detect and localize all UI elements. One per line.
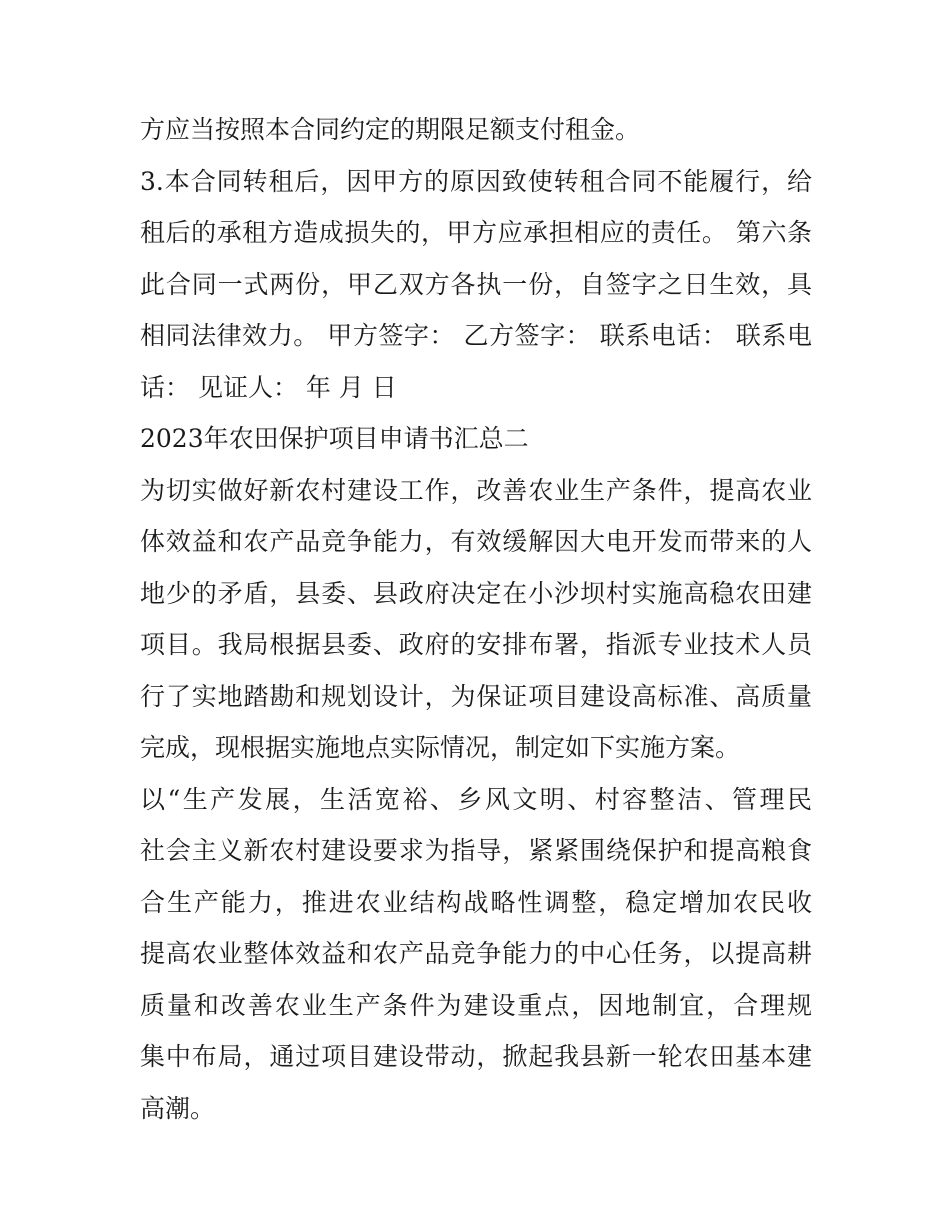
text-line: 体效益和农产品竞争能力，有效缓解因大电开发而带来的人 xyxy=(140,527,812,556)
document-body xyxy=(140,104,812,1134)
text-line: 相同法律效力。 甲方签字： 乙方签字： 联系电话： 联系电 xyxy=(140,321,812,350)
section-heading: 2023年农田保护项目申请书汇总二 xyxy=(140,424,529,453)
text-line: 合生产能力，推进农业结构战略性调整，稳定增加农民收 xyxy=(140,887,812,917)
text-line: 提高农业整体效益和农产品竞争能力的中心任务，以提高耕 xyxy=(140,939,812,968)
text-line: 集中布局，通过项目建设带动，掀起我县新一轮农田基本建 xyxy=(140,1042,812,1071)
text-line: 地少的矛盾，县委、县政府决定在小沙坝村实施高稳农田建 xyxy=(140,578,812,608)
text-line: 项目。我局根据县委、政府的安排布署，指派专业技术人员 xyxy=(140,630,812,659)
text-line: 以“生产发展，生活宽裕、乡风文明、村容整洁、管理民 xyxy=(140,784,812,814)
text-line: 完成，现根据实施地点实际情况，制定如下实施方案。 xyxy=(140,733,741,762)
text-line: 此合同一式两份，甲乙双方各执一份，自签字之日生效，具 xyxy=(140,269,812,299)
text-line: 行了实地踏勘和规划设计，为保证项目建设高标准、高质量 xyxy=(140,681,812,711)
text-line: 话： 见证人： 年 月 日 xyxy=(140,372,397,402)
text-line: 3.本合同转租后，因甲方的原因致使转租合同不能履行，给 xyxy=(140,166,812,196)
text-line: 为切实做好新农村建设工作，改善农业生产条件，提高农业 xyxy=(140,475,812,505)
text-line: 质量和改善农业生产条件为建设重点，因地制宜，合理规 xyxy=(140,990,812,1020)
text-line: 高潮。 xyxy=(140,1093,216,1123)
text-line: 租后的承租方造成损失的，甲方应承担相应的责任。 第六条 xyxy=(140,218,812,247)
text-line: 方应当按照本合同约定的期限足额支付租金。 xyxy=(140,115,641,144)
text-line: 社会主义新农村建设要求为指导，紧紧围绕保护和提高粮食 xyxy=(140,836,812,865)
